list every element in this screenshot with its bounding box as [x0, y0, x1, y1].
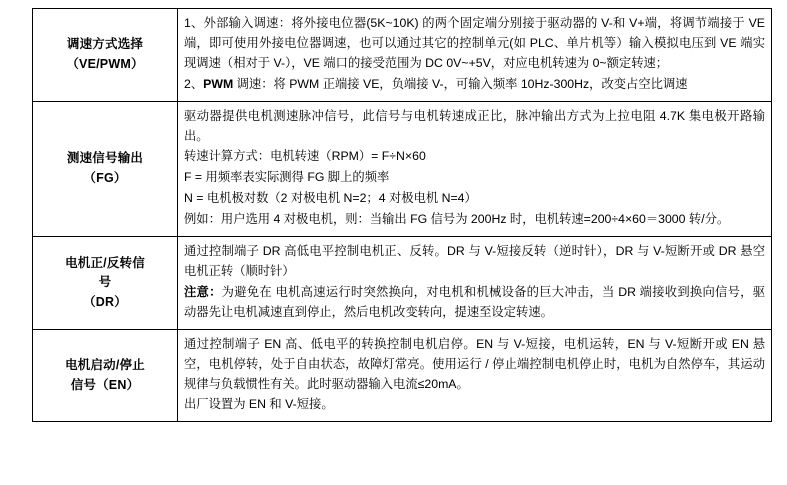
row-description: [178, 329, 772, 422]
body-text: 为避免在 电机高速运行时突然换向，对电机和机械设备的巨大冲击，当 DR 端接收到换向信号，驱动器先让电机减速直到停止，然后电机改变转向，提速至设定转速。: [184, 284, 765, 319]
description-paragraph: [184, 395, 765, 415]
table-row: [33, 9, 772, 102]
body-text: 调速：将 PWM 正端接 VE，负端接 V-，可输入频率 10Hz-300Hz，改变占空比调速: [233, 76, 688, 91]
description-paragraph: [184, 168, 765, 188]
description-paragraph: [184, 147, 765, 167]
body-text: N = 电机极对数（2 对极电机 N=2；4 对极电机 N=4）: [184, 191, 477, 206]
row-label: [33, 329, 178, 422]
row-label-line: 测速信号输出: [66, 151, 144, 166]
body-text: 通过控制端子 EN 高、低电平的转换控制电机启停。EN 与 V-短接，电机运转，EN 与 V-短断开或 EN 悬空，电机停转，处于自由状态，故障灯常亮。使用运行 / 停止端控制电机停止时，电机为自然停车，其运动规律与负载惯性有关。此时驱动器输入电流≤20mA。: [184, 336, 765, 391]
body-text: 驱动器提供电机测速脉冲信号，此信号与电机转速成正比，脉冲输出方式为上拉电阻 4.7K 集电极开路输出。: [184, 108, 765, 143]
description-paragraph: [184, 107, 765, 147]
body-text: 出厂设置为 EN 和 V-短接。: [184, 397, 334, 412]
row-description: [178, 101, 772, 236]
body-text: 1、外部输入调速：将外接电位器(5K~10K) 的两个固定端分别接于驱动器的 V-和 V+端，将调节端接于 VE 端，即可使用外接电位器调速，也可以通过其它的控制单元(如 PLC、单片机等）输入模拟电压到 VE 端实现调速（相对于 V-），VE 端口的接受范围为 DC 0V~+5V，对应电机转速为 0~额定转速；: [184, 16, 765, 70]
description-paragraph: [184, 283, 765, 323]
body-text: 通过控制端子 DR 高低电平控制电机正、反转。DR 与 V-短接反转（逆时针），DR 与 V-短断开或 DR 悬空电机正转（顺时针）: [184, 244, 765, 278]
description-paragraph: [184, 189, 765, 209]
row-label: [33, 9, 178, 102]
row-label-line: 调速方式选择: [66, 37, 144, 52]
row-label: [33, 101, 178, 236]
table-row: [33, 237, 772, 330]
row-label-line: （DR）: [83, 294, 127, 309]
description-paragraph: [184, 75, 765, 95]
row-label-line: 号: [98, 275, 112, 290]
row-label-line: （FG）: [83, 170, 127, 185]
body-text: 2、: [184, 76, 204, 91]
row-label-line: 电机启动/停止: [65, 358, 145, 373]
description-paragraph: [184, 335, 765, 395]
description-paragraph: [184, 210, 765, 230]
body-text: 例如：用户选用 4 对极电机，则：当输出 FG 信号为 200Hz 时，电机转速=200÷4×60＝3000 转/分。: [184, 212, 730, 227]
row-label-line: 电机正/反转信: [65, 255, 145, 270]
row-label-line: （VE/PWM）: [66, 56, 144, 71]
emphasis-text: PWM: [203, 76, 234, 91]
spec-table-body: [33, 9, 772, 422]
row-label: [33, 237, 178, 330]
emphasis-text: 注意：: [184, 284, 222, 299]
description-paragraph: [184, 14, 765, 74]
table-row: [33, 329, 772, 422]
body-text: 转速计算方式：电机转速（RPM）= F÷N×60: [184, 149, 426, 164]
row-label-line: 信号（EN）: [70, 377, 140, 392]
row-description: [178, 237, 772, 330]
spec-table: [32, 8, 772, 422]
table-row: [33, 101, 772, 236]
body-text: F = 用频率表实际测得 FG 脚上的频率: [184, 170, 390, 185]
row-description: [178, 9, 772, 102]
description-paragraph: [184, 242, 765, 282]
